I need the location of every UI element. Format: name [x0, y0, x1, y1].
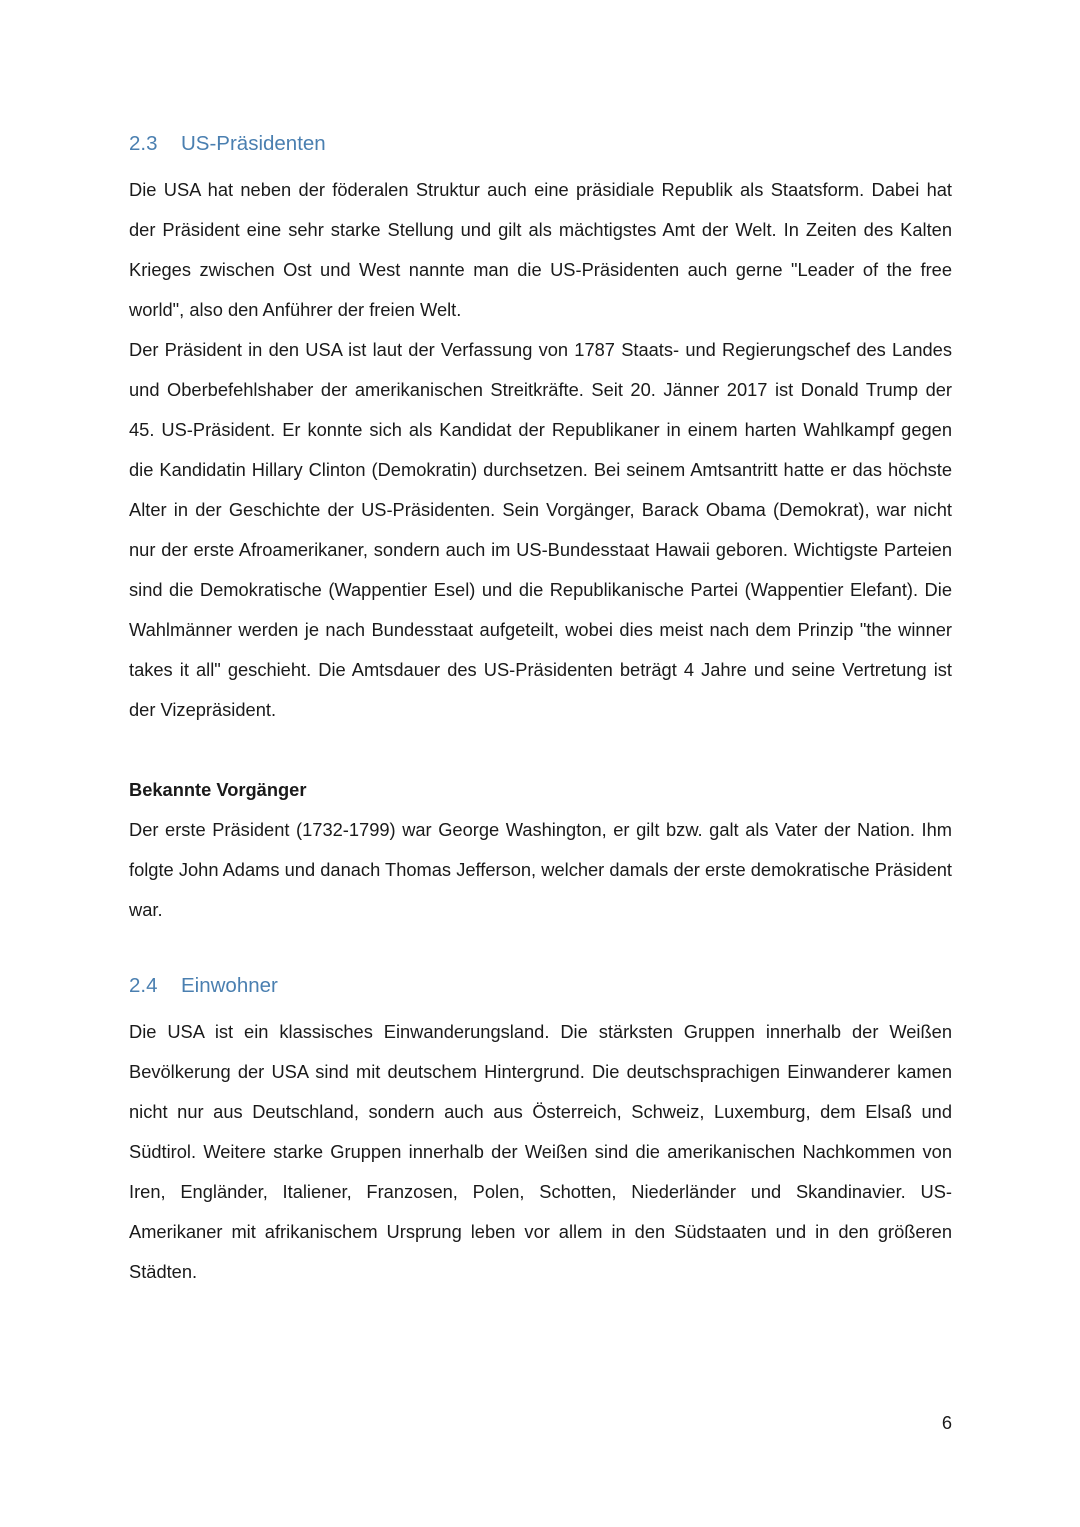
page-number: 6 [941, 1412, 952, 1433]
section-title: US-Präsidenten [181, 132, 326, 155]
section-number: 2.4 [129, 974, 158, 997]
paragraph-president-role: Der Präsident in den USA ist laut der Verfassung von 1787 Staats- und Regierungschef des Landes und Oberbefehlshaber der amerikanischen Streitkräfte. Seit 20. Jänner 2017 ist Donald Trump der 45. US-Präsident. Er konnte sich als Kandidat der Republikaner in einem harten Wahlkampf gegen die Kandidatin Hillary Clinton (Demokratin) durchsetzen. Bei seinem Amtsantritt hatte er das höchste Alter in der Geschichte der US-Präsidenten. Sein Vorgänger, Barack Obama (Demokrat), war nicht nur der erste Afroamerikaner, sondern auch im US-Bundesstaat Hawaii geboren. Wichtigste Parteien sind die Demokratische (Wappentier Esel) und die Republikanische Partei (Wappentier Elefant). Die Wahlmänner werden je nach Bundesstaat aufgeteilt, wobei dies meist nach dem Prinzip "the winner takes it all" geschieht. Die Amtsdauer des US-Präsidenten beträgt 4 Jahre und seine Vertretung ist der Vizepräsident. [129, 339, 952, 720]
paragraph-predecessors: Der erste Präsident (1732-1799) war George Washington, er gilt bzw. galt als Vater der Nation. Ihm folgte John Adams und danach Thomas Jefferson, welcher damals der erste demokratische Präsident war. [129, 819, 952, 920]
subheading-known-predecessors: Bekannte Vorgänger [129, 779, 307, 800]
section-heading-2-3 [129, 118, 952, 170]
spacer [129, 930, 952, 960]
section-title: Einwohner [181, 974, 278, 997]
paragraph-inhabitants: Die USA ist ein klassisches Einwanderungsland. Die stärksten Gruppen innerhalb der Weißen Bevölkerung der USA sind mit deutschem Hintergrund. Die deutschsprachigen Einwanderer kamen nicht nur aus Deutschland, sondern auch aus Österreich, Schweiz, Luxemburg, dem Elsaß und Südtirol. Weitere starke Gruppen innerhalb der Weißen sind die amerikanischen Nachkommen von Iren, Engländer, Italiener, Franzosen, Polen, Schotten, Niederländer und Skandinavier. US-Amerikaner mit afrikanischem Ursprung leben vor allem in den Südstaaten und in den größeren Städten. [129, 1021, 952, 1282]
paragraph-presidential-republic: Die USA hat neben der föderalen Struktur auch eine präsidiale Republik als Staatsform. Dabei hat der Präsident eine sehr starke Stellung und gilt als mächtigstes Amt der Welt. In Zeiten des Kalten Krieges zwischen Ost und West nannte man die US-Präsidenten auch gerne "Leader of the free world", also den Anführer der freien Welt. [129, 179, 952, 320]
spacer [129, 730, 952, 770]
section-number: 2.3 [129, 132, 158, 155]
document-page [129, 118, 952, 1292]
section-heading-2-4 [129, 960, 952, 1012]
